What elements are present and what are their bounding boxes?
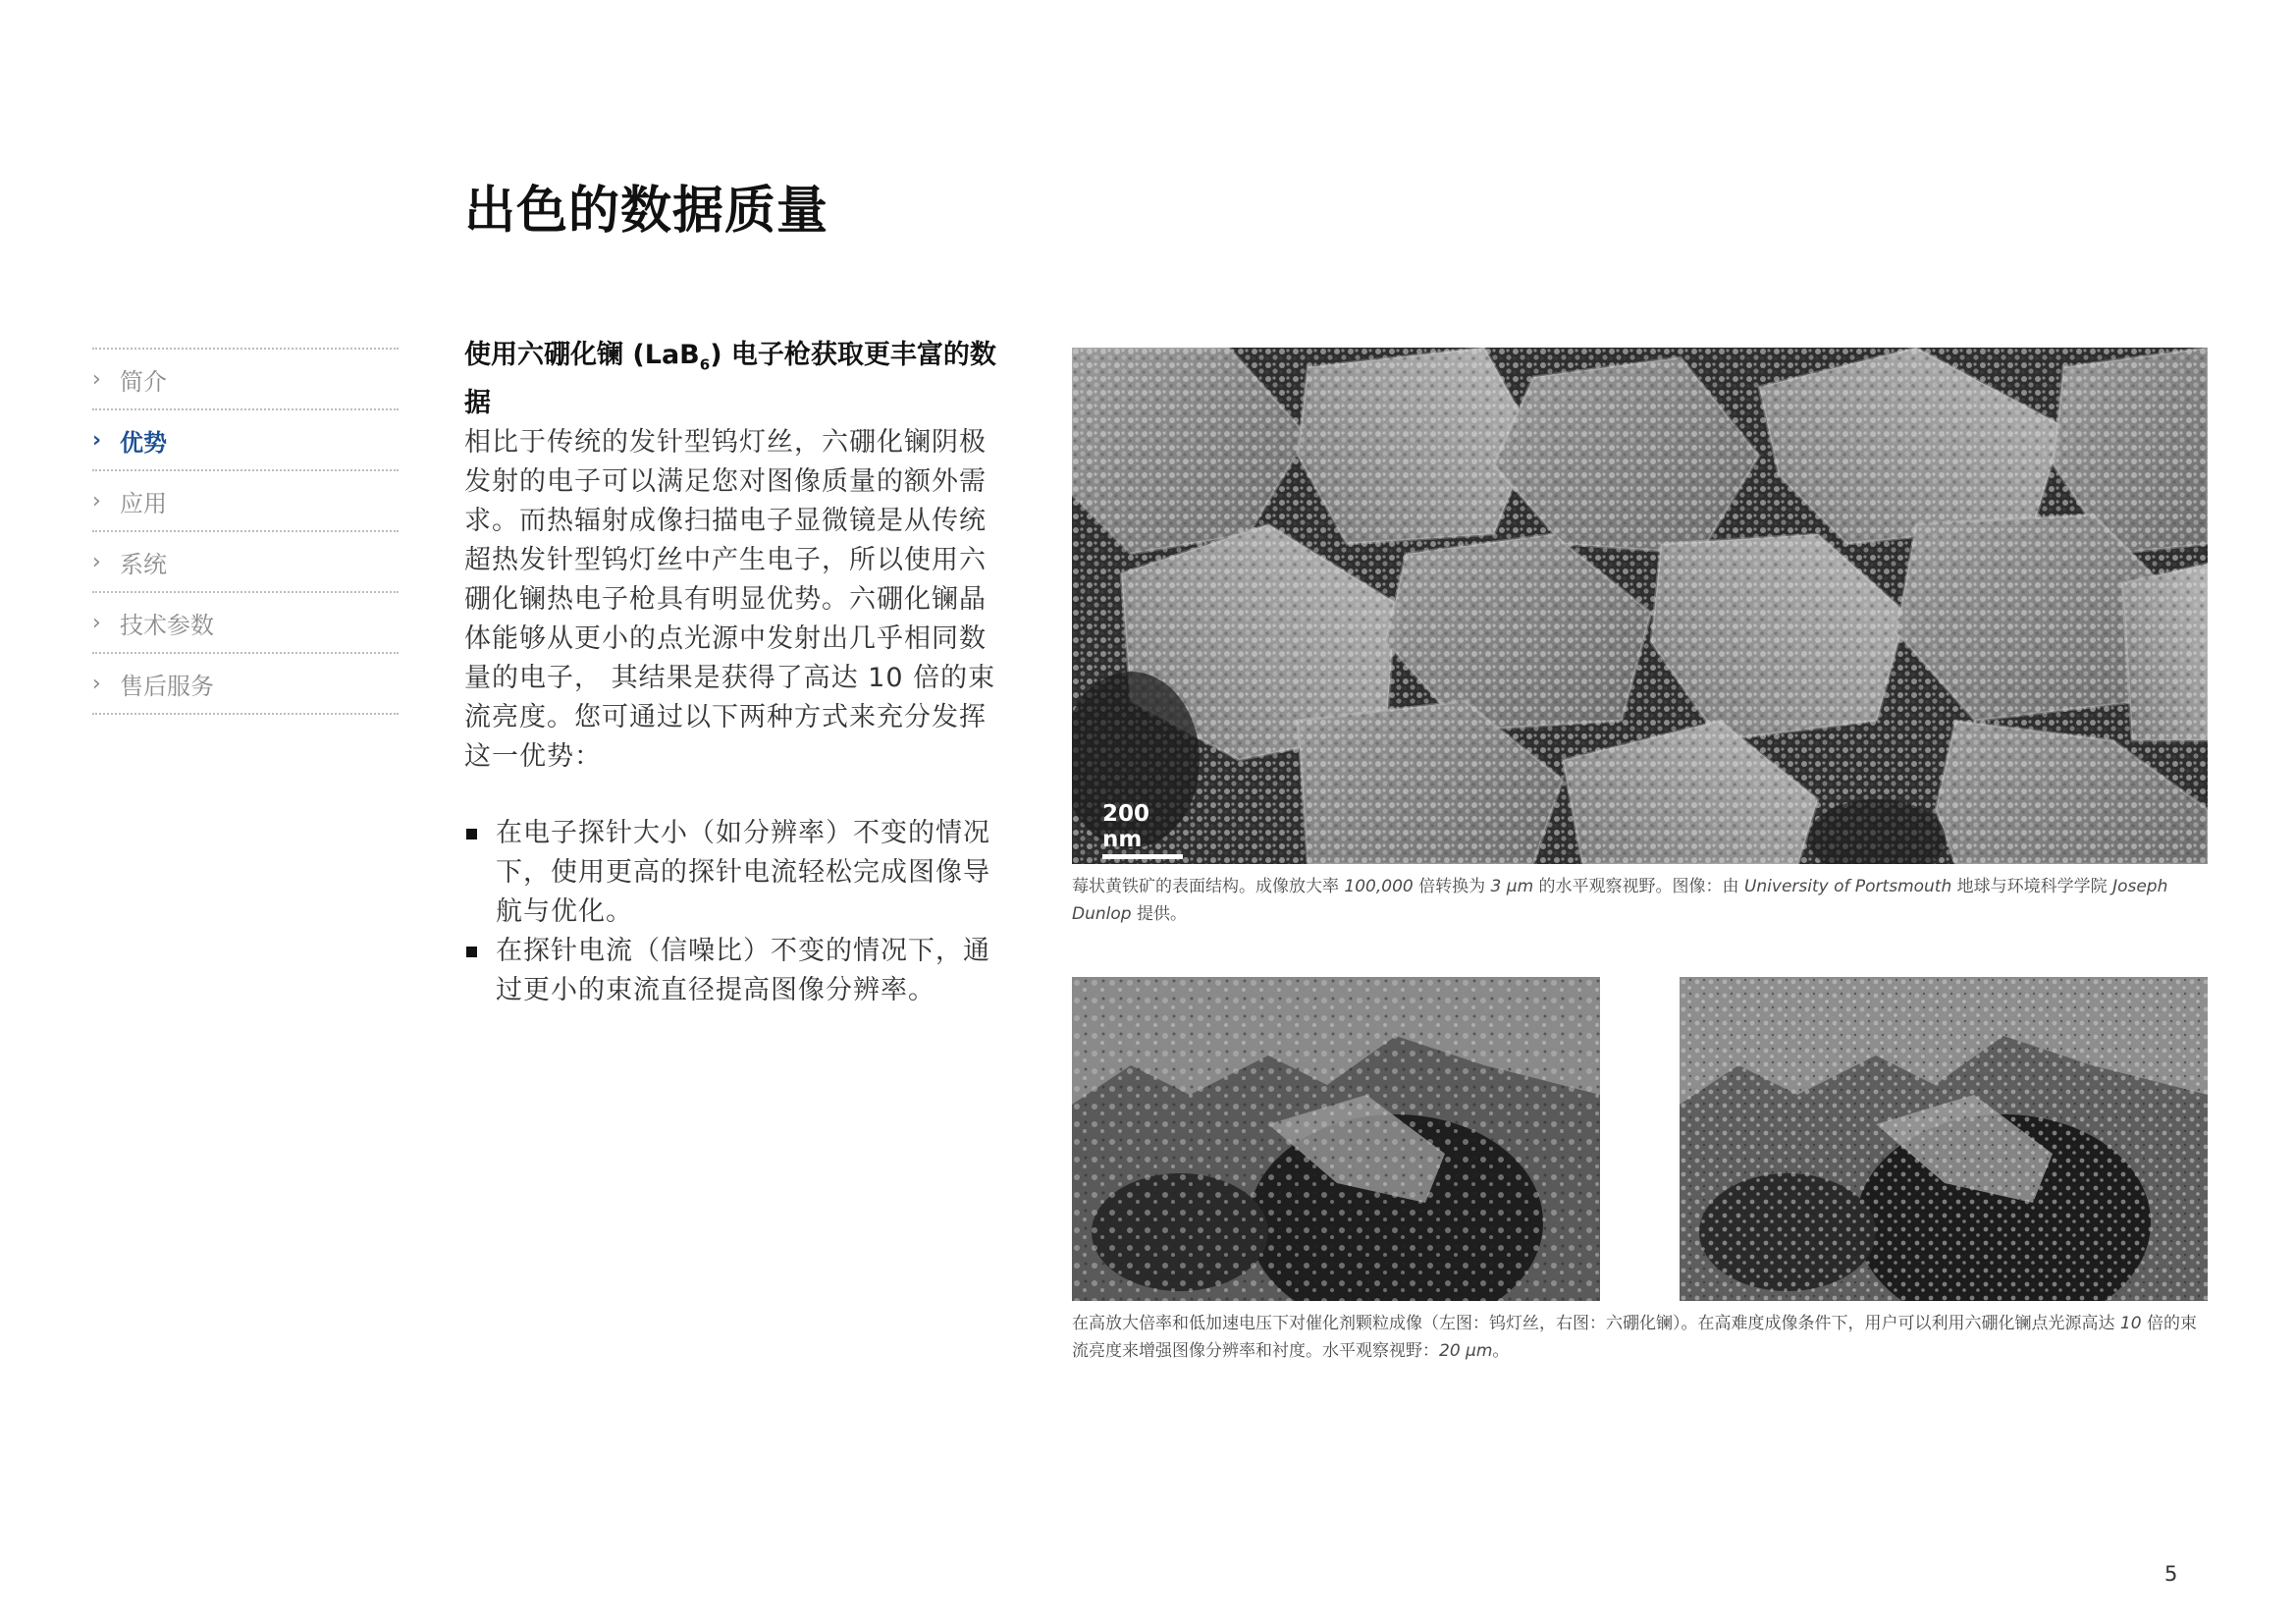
caption-italic: Joseph Dunlop <box>1072 877 2168 924</box>
sem-image-tungsten <box>1072 977 1600 1301</box>
caption-text: 。 <box>1492 1341 1510 1361</box>
heading-text: ) 电子枪获取更丰富的数据 <box>464 340 996 419</box>
sidebar-item-label: 系统 <box>120 550 167 578</box>
caption-text: 的水平观察视野。图像：由 <box>1533 877 1744 896</box>
chevron-right-icon: › <box>92 366 101 392</box>
sidebar-item-advantages[interactable] <box>92 408 399 469</box>
article <box>464 336 999 1010</box>
list-item <box>464 932 999 1010</box>
sidebar-nav <box>92 348 399 715</box>
sem-image-lab6 <box>1680 977 2208 1301</box>
caption-text: 在高放大倍率和低加速电压下对催化剂颗粒成像（左图：钨灯丝，右图：六硼化镧）。在高难度成像条件下，用户可以利用六硼化镧点光源高达 <box>1072 1314 2120 1333</box>
caption-text: 倍的束流亮度来增强图像分辨率和衬度。水平观察视野： <box>1072 1314 2197 1361</box>
bullet-square-icon <box>466 829 477 839</box>
sidebar-item-label: 优势 <box>120 428 167 457</box>
scale-label: 200 nm <box>1102 801 1150 852</box>
sidebar-item-label: 简介 <box>120 367 167 396</box>
sem-image-pyrite <box>1072 348 2208 864</box>
caption-italic: 10 <box>2119 1314 2142 1333</box>
sidebar-item-label: 售后服务 <box>120 672 214 700</box>
heading-text: 使用六硼化镧 (LaB <box>464 340 700 370</box>
sidebar-item-system[interactable] <box>92 530 399 591</box>
heading-subscript: 6 <box>699 355 711 374</box>
sidebar-item-specs[interactable] <box>92 591 399 652</box>
bullet-list <box>464 814 999 1010</box>
caption-text: 提供。 <box>1131 904 1187 924</box>
caption-text: 地球与环境科学学院 <box>1951 877 2113 896</box>
chevron-right-icon: › <box>92 549 101 574</box>
caption-italic: University of Portsmouth <box>1743 877 1952 896</box>
chevron-right-icon: › <box>92 671 101 696</box>
caption-italic: 100,000 <box>1344 877 1414 896</box>
chevron-right-icon: › <box>92 610 101 635</box>
list-item <box>464 814 999 932</box>
sidebar-item-applications[interactable] <box>92 469 399 530</box>
list-item-text: 在探针电流（信噪比）不变的情况下，通过更小的束流直径提高图像分辨率。 <box>496 936 990 1006</box>
bullet-square-icon <box>466 947 477 957</box>
caption-text: 倍转换为 <box>1413 877 1491 896</box>
page-number: 5 <box>2164 1562 2178 1586</box>
chevron-right-icon: › <box>92 488 101 514</box>
sidebar-item-intro[interactable] <box>92 348 399 408</box>
list-item-text: 在电子探针大小（如分辨率）不变的情况下，使用更高的探针电流轻松完成图像导航与优化。 <box>496 818 990 928</box>
caption-text: 莓状黄铁矿的表面结构。成像放大率 <box>1072 877 1345 896</box>
figure-caption <box>1072 1310 2211 1365</box>
body-paragraph: 相比于传统的发针型钨灯丝，六硼化镧阴极发射的电子可以满足您对图像质量的额外需求。而热辐射成像扫描电子显微镜是从传统超热发针型钨灯丝中产生电子，所以使用六硼化镧热电子枪具有明显优势。六硼化镧晶体能够从更小的点光源中发射出几乎相同数量的电子， 其结果是获得了高达 10 倍的束流亮度。您可通过以下两种方式来充分发挥这一优势： <box>464 427 996 773</box>
scale-line <box>1102 854 1183 859</box>
chevron-right-icon: › <box>92 427 102 453</box>
sidebar-item-label: 应用 <box>120 489 167 517</box>
sidebar-item-label: 技术参数 <box>120 611 214 639</box>
scale-bar <box>1102 801 1183 859</box>
caption-italic: 3 μm <box>1490 877 1534 896</box>
page-title: 出色的数据质量 <box>464 182 829 241</box>
sidebar-item-service[interactable] <box>92 652 399 715</box>
figure-caption <box>1072 873 2211 928</box>
section-heading <box>464 336 999 423</box>
caption-italic: 20 μm <box>1439 1341 1493 1361</box>
